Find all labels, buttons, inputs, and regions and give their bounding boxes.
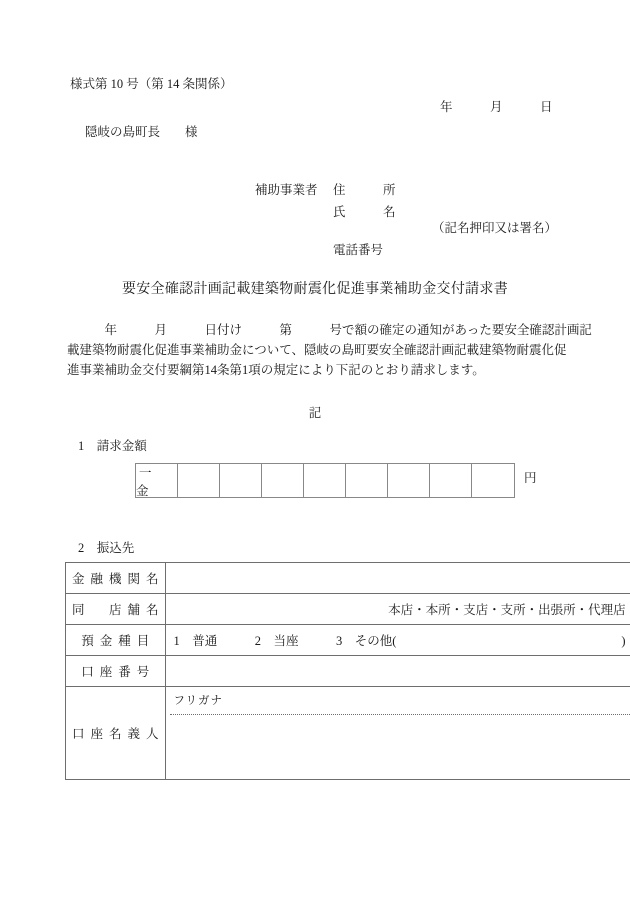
table-row bbox=[66, 625, 630, 656]
body-line-3: 進事業補助金交付要綱第14条第1項の規定により下記のとおり請求します。 bbox=[67, 363, 485, 377]
section-2-number: 2 bbox=[78, 541, 85, 555]
table-row bbox=[66, 563, 630, 594]
section-1-heading bbox=[78, 440, 147, 453]
page-title: 要安全確認計画記載建築物耐震化促進事業補助金交付請求書 bbox=[121, 282, 509, 297]
table-row bbox=[66, 594, 630, 625]
row-label-account-number: 口座番号 bbox=[66, 656, 166, 687]
amount-digit-cell[interactable] bbox=[262, 464, 304, 497]
body-line-2: 載建築物耐震化促進事業補助金について、隠岐の島町要安全確認計画記載建築物耐震化促 bbox=[67, 343, 567, 357]
row-label-deposit-type: 預金種目 bbox=[66, 625, 166, 656]
claim-amount-grid bbox=[135, 463, 515, 498]
row-label-bank-name: 金融機関名 bbox=[66, 563, 166, 594]
currency-unit: 円 bbox=[524, 471, 537, 485]
applicant-block bbox=[255, 184, 396, 228]
amount-digit-cell[interactable] bbox=[220, 464, 262, 497]
applicant-telephone-label: 電話番号 bbox=[333, 243, 384, 257]
applicant-name-row bbox=[255, 206, 396, 228]
amount-digit-cell[interactable] bbox=[304, 464, 346, 497]
furigana-divider bbox=[170, 714, 630, 715]
body-paragraph bbox=[67, 320, 592, 380]
amount-digit-cell[interactable] bbox=[430, 464, 472, 497]
table-row bbox=[66, 656, 630, 687]
row-label-branch-name: 同 店舗名 bbox=[66, 594, 166, 625]
section-1-label: 請求金額 bbox=[96, 439, 147, 453]
row-value-account-number[interactable] bbox=[165, 656, 630, 687]
seal-or-signature-note: （記名押印又は署名） bbox=[432, 221, 558, 235]
section-1-number: 1 bbox=[78, 439, 85, 453]
row-value-deposit-type[interactable]: 1 普通 2 当座 3 その他( ) bbox=[165, 625, 630, 656]
section-2-heading bbox=[78, 542, 134, 555]
ki-marker: 記 bbox=[308, 406, 322, 420]
bank-transfer-table bbox=[65, 562, 630, 780]
applicant-heading: 補助事業者 bbox=[255, 183, 318, 197]
amount-digit-cell[interactable] bbox=[472, 464, 514, 497]
applicant-name-label: 氏 名 bbox=[333, 205, 396, 219]
amount-digit-cell[interactable] bbox=[346, 464, 388, 497]
row-value-bank-name[interactable] bbox=[165, 563, 630, 594]
section-2-label: 振込先 bbox=[96, 541, 135, 555]
applicant-address-label: 住 所 bbox=[333, 183, 396, 197]
applicant-address-row bbox=[255, 184, 396, 206]
row-value-branch-type[interactable]: 本店・本所・支店・支所・出張所・代理店 bbox=[165, 594, 630, 625]
amount-digit-cell[interactable] bbox=[388, 464, 430, 497]
amount-label-cell: 一 金 bbox=[136, 464, 178, 497]
row-value-account-holder[interactable] bbox=[165, 687, 630, 780]
date-line: 年 月 日 bbox=[440, 100, 553, 114]
row-label-account-holder: 口座名義人 bbox=[66, 687, 166, 780]
addressee: 隠岐の島町長 様 bbox=[85, 125, 198, 139]
amount-digit-cell[interactable] bbox=[178, 464, 220, 497]
table-row bbox=[66, 687, 630, 780]
body-line-1: 年 月 日付け 第 号で額の確定の通知があった要安全確認計画記 bbox=[67, 323, 592, 337]
furigana-label: フリガナ bbox=[173, 695, 223, 707]
form-number: 様式第 10 号（第 14 条関係） bbox=[70, 77, 233, 91]
